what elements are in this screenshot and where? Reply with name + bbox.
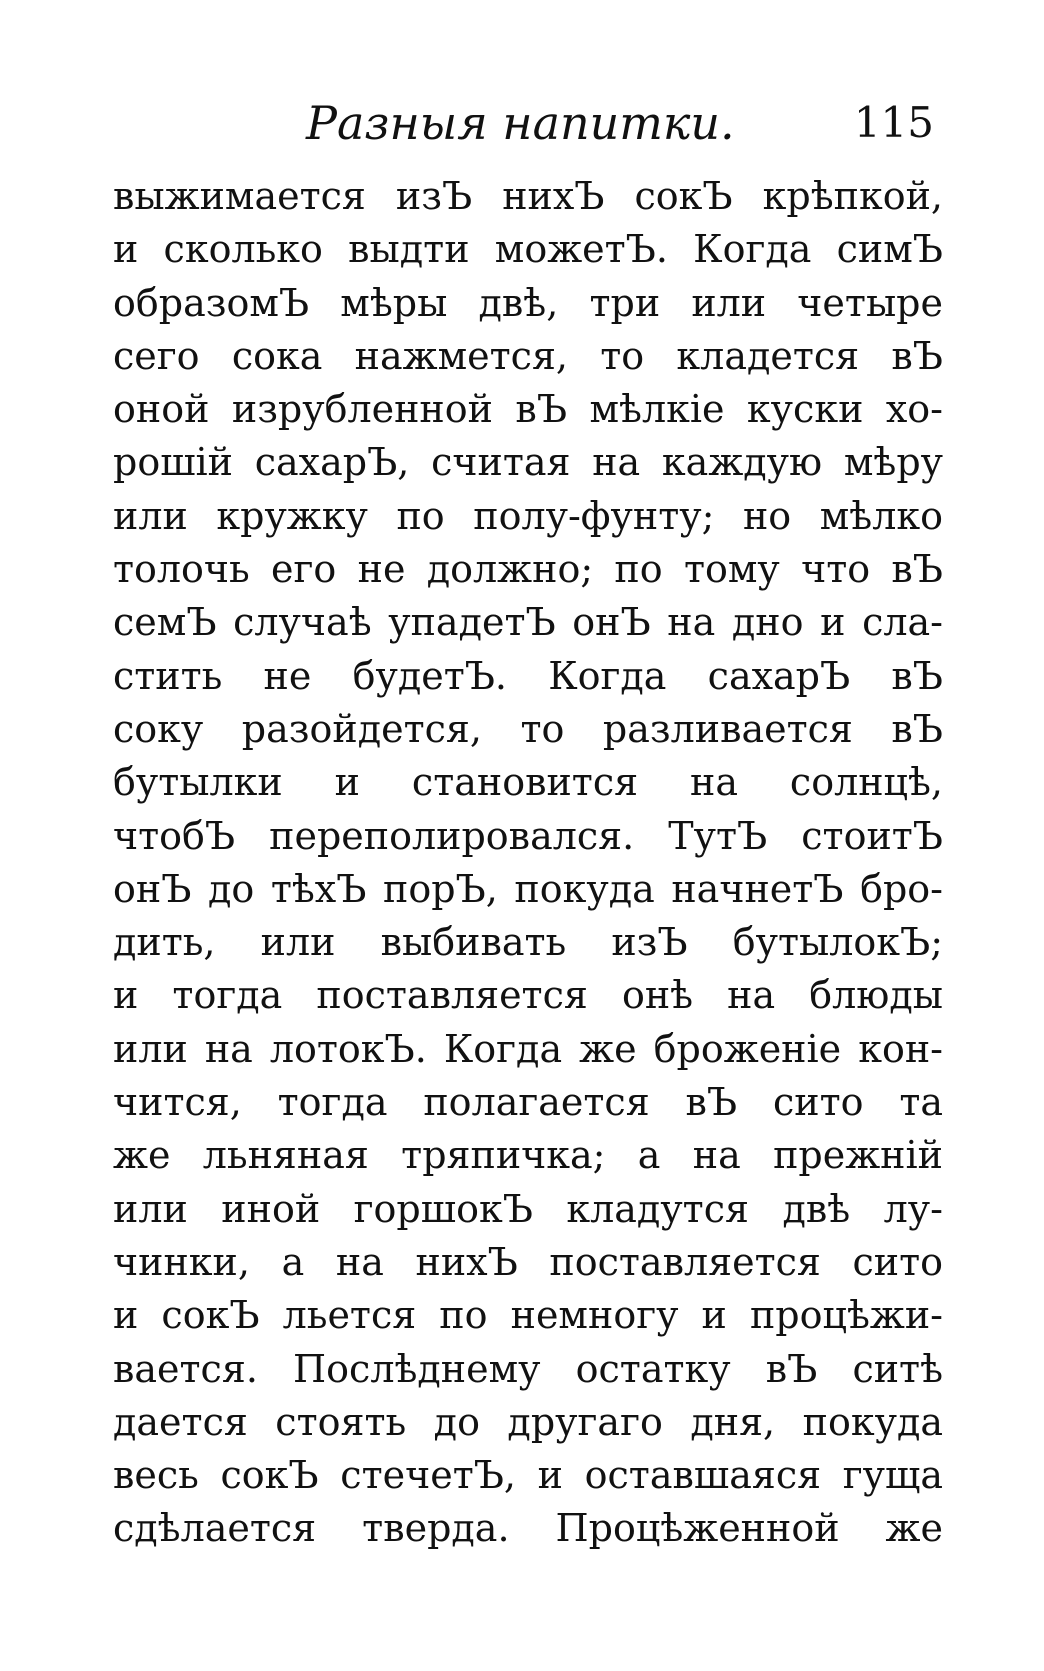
text-line: образомЪ мѣры двѣ, три или четыре	[113, 280, 943, 325]
running-title: Разныя напитки.	[306, 96, 735, 150]
text-line: же льняная тряпичка; а на прежнiй	[113, 1133, 943, 1178]
text-line: или кружку по полу-фунту; но мѣлко	[113, 493, 943, 538]
text-line: сдѣлается тверда. Процѣженной же	[113, 1506, 943, 1551]
text-line: онЪ до тѣхЪ порЪ, покуда начнетЪ бро-	[113, 866, 943, 911]
text-line: оной изрубленной вЪ мѣлкiе куски хо-	[113, 387, 943, 432]
text-line: толочь его не должно; по тому что вЪ	[113, 547, 943, 592]
text-line: и тогда поставляется онѣ на блюды	[113, 973, 943, 1018]
running-head	[110, 88, 940, 158]
body-text	[113, 170, 943, 1556]
text-line: или на лотокЪ. Когда же броженiе кон-	[113, 1026, 943, 1071]
text-line: соку разойдется, то разливается вЪ	[113, 706, 943, 751]
text-line: дается стоять до другаго дня, покуда	[113, 1399, 943, 1444]
text-line: дить, или выбивать изЪ бутылокЪ;	[113, 920, 943, 965]
text-line: сего сока нажмется, то кладется вЪ	[113, 333, 943, 378]
text-line: вается. Послѣднему остатку вЪ ситѣ	[113, 1346, 943, 1391]
text-line: чтобЪ переполировался. ТутЪ стоитЪ	[113, 813, 943, 858]
text-line: бутылки и становится на солнцѣ,	[113, 760, 943, 805]
text-line: или иной горшокЪ кладутся двѣ лу-	[113, 1186, 943, 1231]
text-line: выжимается изЪ нихЪ сокЪ крѣпкой,	[113, 174, 943, 218]
text-line: и сокЪ льется по немногу и процѣжи-	[113, 1293, 943, 1338]
text-line: семЪ случаѣ упадетЪ онЪ на дно и сла-	[113, 600, 943, 645]
text-line: рошiй сахарЪ, считая на каждую мѣру	[113, 440, 943, 485]
page-number: 115	[853, 98, 934, 147]
text-line: чится, тогда полагается вЪ сито та	[113, 1080, 943, 1125]
text-line: и сколько выдти можетЪ. Когда симЪ	[113, 227, 943, 272]
text-line: чинки, а на нихЪ поставляется сито	[113, 1239, 943, 1284]
text-line: весь сокЪ стечетЪ, и оставшаяся гуща	[113, 1453, 943, 1498]
text-line: стить не будетЪ. Когда сахарЪ вЪ	[113, 653, 943, 698]
